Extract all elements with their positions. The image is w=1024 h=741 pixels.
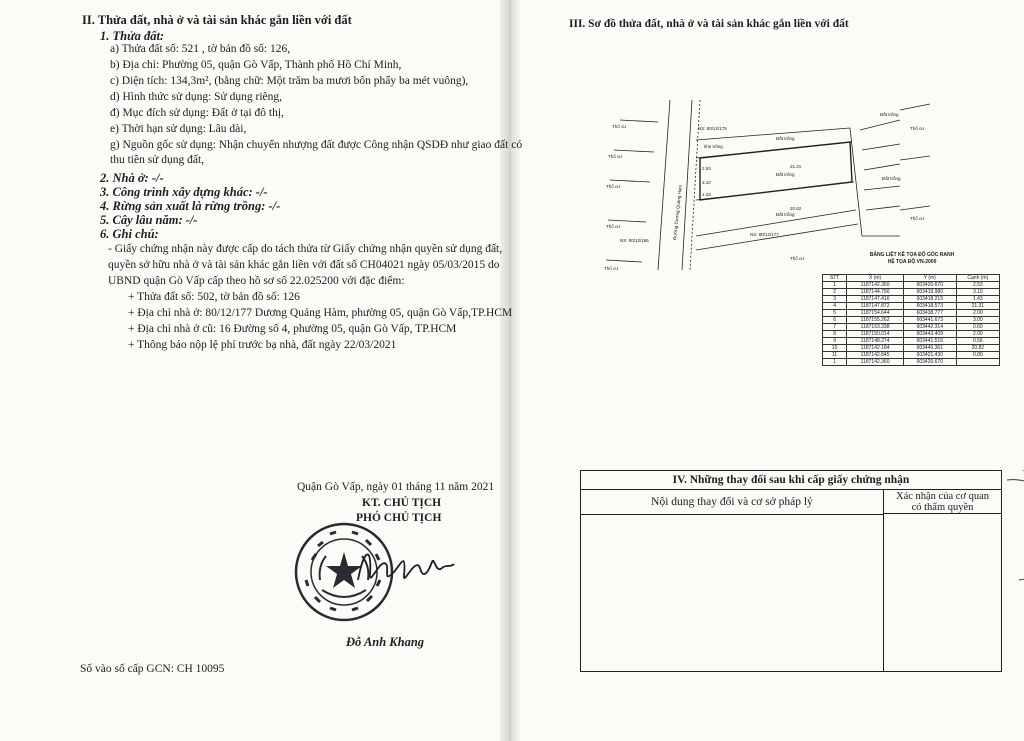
vacant-2: Đất trống: [776, 172, 795, 177]
coord-cell: 9: [823, 338, 847, 345]
coord-cell: 10: [823, 345, 847, 352]
coord-cell: 1187147.416: [847, 296, 904, 303]
changes-col-content: Nội dung thay đổi và cơ sở pháp lý: [581, 490, 884, 515]
note-line-2: quyền sở hữu nhà ở và tài sản khác gắn liền với đất số CH04021 ngày 05/03/2015 do: [108, 259, 500, 271]
signer-name: Đỗ Anh Khang: [346, 635, 425, 649]
land-g1: g) Nguồn gốc sử dụng: Nhận chuyển nhượng đất được Công nhận QSDĐ như giao đất có: [110, 139, 523, 151]
coord-cell: 3: [823, 296, 847, 303]
land-e: e) Thời hạn sử dụng: Lâu dài,: [110, 123, 247, 135]
coord-row: [823, 331, 1000, 338]
coord-row: [823, 359, 1000, 366]
coord-row: [823, 310, 1000, 317]
changes-table: [580, 470, 1002, 672]
coord-cell: 1187150.014: [847, 331, 904, 338]
coord-cell: 8: [823, 331, 847, 338]
vacant-4: Đất trống: [880, 112, 899, 117]
coord-cell: 603419.980: [903, 289, 956, 296]
coord-cell: 0.60: [956, 324, 999, 331]
khe-label: khe trống: [704, 144, 723, 149]
sketch-label-3: Thổ cư: [606, 184, 621, 189]
dim-3: 2.53: [702, 166, 711, 171]
sketch-label-8: Thổ cư: [910, 216, 925, 221]
section-ii-title: II. Thửa đất, nhà ở và tài sản khác gắn liền với đất: [82, 13, 352, 27]
sketch-label-5: Thổ cư: [604, 266, 619, 271]
note-line-7: + Thông báo nộp lệ phí trước bạ nhà, đất ngày 22/03/2021: [128, 339, 397, 351]
coord-cell: 1187142.360: [847, 359, 904, 366]
coord-cell: 2.53: [956, 282, 999, 289]
item-trees: 5. Cây lâu năm: -/-: [100, 213, 198, 227]
coord-cell: 603441.516: [903, 338, 956, 345]
sign-title-2: PHÓ CHỦ TỊCH: [356, 512, 442, 524]
dim-2: 20.62: [790, 206, 802, 211]
changes-col-confirm-a: Xác nhận của cơ quan: [895, 491, 989, 502]
land-c: c) Diện tích: 134,3m², (bằng chữ: Một trăm ba mươi bốn phẩy ba mét vuông),: [110, 75, 469, 87]
land-dd: đ) Mục đích sử dụng: Đất ở tại đô thị,: [110, 107, 284, 119]
coord-row: [823, 303, 1000, 310]
changes-col-confirm: [884, 490, 1001, 514]
sketch-label-7: Thổ cư: [910, 126, 925, 131]
note-line-3: UBND quận Gò Vấp cấp theo hồ sơ số 22.025200 với đặc điểm:: [108, 275, 405, 287]
coord-row: [823, 338, 1000, 345]
coord-cell: 1187147.872: [847, 303, 904, 310]
coord-cell: 603443.409: [903, 331, 956, 338]
coord-cell: 20.82: [956, 345, 999, 352]
coord-row: [823, 282, 1000, 289]
coord-cell: 4: [823, 303, 847, 310]
sign-date: Quận Gò Vấp, ngày 01 tháng 11 năm 2021: [297, 481, 495, 493]
note-line-6: + Địa chỉ nhà ở cũ: 16 Đường số 4, phường 05, quận Gò Vấp, TP.HCM: [128, 323, 457, 335]
coord-cell: 3.10: [956, 289, 999, 296]
coord-cell: 0.80: [956, 352, 999, 359]
changes-divider: [883, 514, 884, 671]
house-no-1: NS: 80/12/175: [698, 126, 727, 131]
coord-cell: 1187144.790: [847, 289, 904, 296]
note-line-5: + Địa chỉ nhà ở: 80/12/177 Dương Quảng Hàm, phường 05, quận Gò Vấp,TP.HCM: [128, 307, 513, 319]
coord-cell: 603420.670: [903, 282, 956, 289]
coord-cell: 1: [823, 359, 847, 366]
land-b: b) Địa chỉ: Phường 05, quận Gò Vấp, Thành phố Hồ Chí Minh,: [110, 59, 402, 71]
land-d: d) Hình thức sử dụng: Sử dụng riêng,: [110, 91, 283, 103]
coord-cell: 1187142.184: [847, 345, 904, 352]
coord-cell: 2.00: [956, 331, 999, 338]
coord-cell: 5: [823, 310, 847, 317]
coord-cell: 1187153.338: [847, 324, 904, 331]
registry-number: Số vào sổ cấp GCN: CH 10095: [80, 663, 225, 675]
house-no-3: NS: 80/12/186: [620, 238, 649, 243]
land-heading: 1. Thửa đất:: [100, 29, 165, 43]
sketch-label-2: Thổ cư: [608, 154, 623, 159]
coord-cell: 603442.314: [903, 324, 956, 331]
section-iii-title: III. Sơ đồ thửa đất, nhà ở và tài sản khác gắn liền với đất: [569, 18, 849, 30]
coord-title-1: BẢNG LIỆT KÊ TỌA ĐỘ GÓC RANH: [869, 252, 955, 258]
coord-cell: 7: [823, 324, 847, 331]
dim-4: 3.10: [702, 180, 711, 185]
changes-title: IV. Những thay đổi sau khi cấp giấy chứng nhận: [581, 471, 1001, 490]
coord-header-y: Y (m): [903, 275, 956, 282]
coord-header-stt: STT: [823, 275, 847, 282]
coord-row: [823, 317, 1000, 324]
coord-cell: 1.43: [956, 296, 999, 303]
sketch-label-4: Thổ cư: [606, 224, 621, 229]
dim-5: 1.43: [702, 192, 711, 197]
coord-cell: 603440.361: [903, 345, 956, 352]
house-no-2: NS: 80/12/177: [750, 232, 779, 237]
coord-cell: 21.31: [956, 303, 999, 310]
item-notes-heading: 6. Ghi chú:: [100, 227, 159, 241]
coord-row: [823, 345, 1000, 352]
coord-cell: 3.00: [956, 317, 999, 324]
coord-cell: 1187154.644: [847, 310, 904, 317]
coord-cell: 2.00: [956, 310, 999, 317]
dim-1: 21.31: [790, 164, 802, 169]
coord-cell: [956, 359, 999, 366]
land-a: a) Thửa đất số: 521 , tờ bản đồ số: 126,: [110, 43, 291, 55]
coord-header-edge: Cạnh (m): [956, 275, 999, 282]
coord-cell: 2: [823, 289, 847, 296]
signature-scribble: [350, 538, 460, 598]
coord-header-x: X (m): [847, 275, 904, 282]
coord-cell: 603418.573: [903, 303, 956, 310]
sketch-label-1: Thổ cư: [612, 124, 627, 129]
coord-cell: 1187142.360: [847, 282, 904, 289]
coord-cell: 0.56: [956, 338, 999, 345]
street-name: Đường Dương Quảng Hàm: [672, 184, 683, 241]
coord-cell: 1187142.845: [847, 352, 904, 359]
note-line-4: + Thửa đất số: 502, tờ bản đồ số: 126: [128, 291, 300, 303]
edge-stamp: [985, 470, 1024, 600]
changes-col-confirm-b: có thẩm quyền: [911, 502, 974, 513]
coord-cell: 1187148.274: [847, 338, 904, 345]
coord-cell: 603438.777: [903, 310, 956, 317]
coord-cell: 1: [823, 282, 847, 289]
page-fold: [500, 0, 520, 741]
coord-cell: 6: [823, 317, 847, 324]
coord-cell: 1187155.262: [847, 317, 904, 324]
item-house: 2. Nhà ở: -/-: [100, 171, 164, 185]
coord-table: [822, 274, 1000, 366]
sketch-label-6: Thổ cư: [790, 256, 805, 261]
coord-cell: 603421.430: [903, 352, 956, 359]
vacant-3: Đất trống: [776, 212, 795, 217]
coord-cell: 603418.219: [903, 296, 956, 303]
coord-cell: 11: [823, 352, 847, 359]
coord-title-2: HỆ TỌA ĐỘ VN-2000: [887, 259, 937, 265]
coord-table-title: [822, 252, 1002, 266]
coord-cell: 603441.673: [903, 317, 956, 324]
coord-cell: 603420.670: [903, 359, 956, 366]
sign-title-1: KT. CHỦ TỊCH: [362, 497, 442, 509]
coord-row: [823, 296, 1000, 303]
coord-row: [823, 324, 1000, 331]
vacant-5: Đất trống: [882, 176, 901, 181]
note-line-1: - Giấy chứng nhận này được cấp do tách thửa từ Giấy chứng nhận quyền sử dụng đất,: [108, 243, 503, 255]
vacant-1: Đất trống: [776, 136, 795, 141]
coord-row: [823, 289, 1000, 296]
item-forest: 4. Rừng sản xuất là rừng trồng: -/-: [100, 199, 281, 213]
coord-row: [823, 352, 1000, 359]
land-g2: thu tiền sử dụng đất,: [110, 154, 205, 166]
item-construction: 3. Công trình xây dựng khác: -/-: [100, 185, 268, 199]
